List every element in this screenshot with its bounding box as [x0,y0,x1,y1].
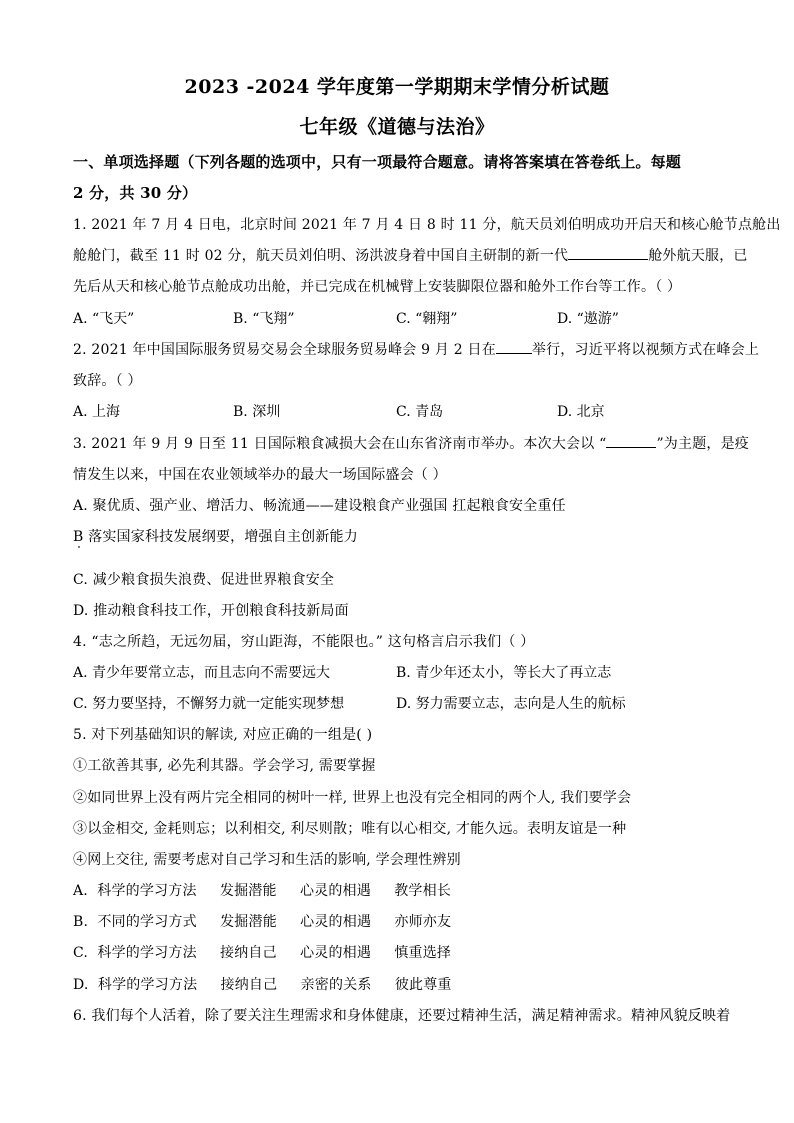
q1-option-c: C. “翱翔” [396,311,458,327]
section-heading-line1: 一、单项选择题（下列各题的选项中，只有一项最符合题意。请将答案填在答卷纸上。每题 [73,153,682,171]
q5-line1: 5. 对下列基础知识的解读, 对应正确的一组是( ) [73,727,373,743]
q3-option-c: C. 减少粮食损失浪费、促进世界粮食安全 [73,572,335,588]
q3-blank [606,433,656,448]
q5-item-1: ①工欲善其事, 必先利其器。学会学习, 需要掌握 [73,758,376,774]
q1-blank [568,245,648,260]
q2-line1-part2: 举行，习近平将以视频方式在峰会上 [531,342,760,358]
q2-option-a: A. 上海 [73,404,121,420]
q5-option-b: B. 不同的学习方式 发掘潜能 心灵的相遇 亦师亦友 [73,914,452,930]
q5-item-2: ②如同世界上没有两片完全相同的树叶一样, 世界上也没有完全相同的两个人, 我们要学会 [73,790,632,806]
q5-option-d: D. 科学的学习方法 接纳自己 亲密的关系 彼此尊重 [73,977,452,993]
q4-option-d: D. 努力需要立志，志向是人生的航标 [396,696,626,712]
exam-subtitle: 七年级《道德与法治》 [299,116,495,138]
q1-line2-part2: 舱外航天服，已 [648,248,748,264]
q3-line1 [73,433,749,453]
q4-option-c: C. 努力要坚持，不懈努力就一定能实现梦想 [73,696,345,712]
q2-option-c: C. 青岛 [396,404,444,420]
q1-option-b: B. “飞翔” [233,311,295,327]
q4-option-a: A. 青少年要常立志，而且志向不需要远大 [73,665,331,681]
q1-line1: 1. 2021 年 7 月 4 日电，北京时间 2021 年 7 月 4 日 8 时 11 分，航天员刘伯明成功开启天和核心舱节点舱出 [73,217,781,233]
q2-line1 [73,339,759,359]
q3-line1-part2: ”为主题，是疫 [656,436,749,452]
q2-blank [496,339,532,354]
q1-line3: 先后从天和核心舱节点舱成功出舱，并已完成在机械臂上安装脚限位器和舱外工作台等工作。（ ） [73,279,682,295]
exam-title: 2023 -2024 学年度第一学期期末学情分析试题 [184,76,610,98]
q5-option-c: C. 科学的学习方法 接纳自己 心灵的相遇 慎重选择 [73,945,452,961]
section-heading-line2: 2 分，共 30 分） [73,184,198,202]
q1-option-d: D. “遨游” [557,311,619,327]
q4-option-b: B. 青少年还太小，等长大了再立志 [396,665,612,681]
q5-item-3: ③以金相交, 金耗则忘；以利相交, 利尽则散；唯有以心相交, 才能久远。表明友谊是一种 [73,821,627,837]
q4-line1: 4. “志之所趋，无远勿届，穷山距海，不能限也。” 这句格言启示我们（ ） [73,634,535,650]
q3-option-b: B 落实国家科技发展纲要，增强自主创新能力 [73,529,358,545]
q3-option-a: A. 聚优质、强产业、增活力、畅流通——建设粮食产业强国 扛起粮食安全重任 [73,498,566,514]
q2-option-d: D. 北京 [557,404,605,420]
stray-dot [78,546,80,548]
q3-line1-part1: 3. 2021 年 9 月 9 日至 11 日国际粮食减损大会在山东省济南市举办。本次大会以 “ [73,436,607,452]
q1-line2 [73,245,748,265]
q2-option-b: B. 深圳 [233,404,281,420]
q2-line2: 致辞。（ ） [73,373,142,389]
q3-line2: 情发生以来，中国在农业领域举办的最大一场国际盛会（ ） [73,467,447,483]
q1-option-a: A. “飞天” [73,311,135,327]
q3-option-d: D. 推动粮食科技工作，开创粮食科技新局面 [73,603,349,619]
q1-line2-part1: 舱舱门，截至 11 时 02 分，航天员刘伯明、汤洪波身着中国自主研制的新一代 [73,248,569,264]
q6-line1: 6. 我们每个人活着，除了要关注生理需求和身体健康，还要过精神生活，满足精神需求。精神风貌反映着 [73,1008,731,1024]
q2-line1-part1: 2. 2021 年中国国际服务贸易交易会全球服务贸易峰会 9 月 2 日在 [73,342,496,358]
q5-item-4: ④网上交往, 需要考虑对自己学习和生活的影响, 学会理性辨别 [73,852,461,868]
q5-option-a: A. 科学的学习方法 发掘潜能 心灵的相遇 教学相长 [73,883,452,899]
